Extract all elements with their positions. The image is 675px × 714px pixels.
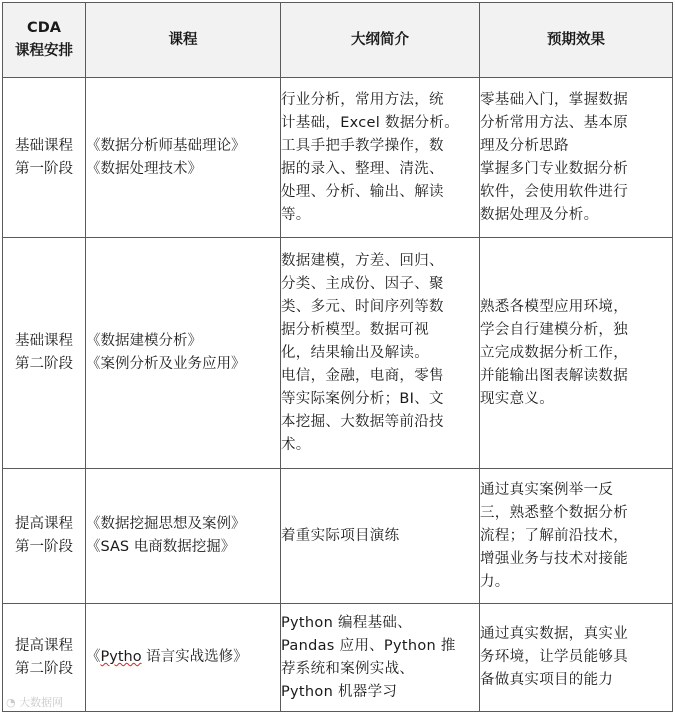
course-name: 《数据挖掘思想及案例》	[86, 516, 246, 532]
table-row	[3, 78, 673, 238]
effect-line: 理及分析思路	[480, 137, 569, 154]
outline-line: 数据建模，方差、回归、	[281, 252, 444, 269]
effect-line: 并能输出图表解读数据	[480, 367, 628, 384]
course-cell	[86, 238, 281, 469]
table-row	[3, 604, 673, 712]
stage-line: 第二阶段	[15, 660, 73, 677]
effect-cell	[480, 604, 673, 712]
course-prefix: 《	[86, 649, 101, 665]
outline-line: 着重实际项目演练	[281, 527, 400, 544]
header-row	[3, 3, 673, 78]
stage-line: 第二阶段	[15, 356, 73, 372]
outline-line: 工具手把手教学操作，数	[281, 137, 444, 154]
stage-line: 第一阶段	[15, 160, 73, 177]
course-name: 《SAS 电商数据挖掘》	[86, 539, 236, 555]
outline-cell	[281, 469, 480, 604]
effect-line: 力。	[480, 573, 510, 590]
outline-line: 本挖掘、大数据等前沿技	[281, 413, 444, 430]
outline-cell	[281, 238, 480, 469]
outline-line: 术。	[281, 436, 311, 453]
stage-line: 提高课程	[15, 516, 73, 532]
course-spellcheck-word: Pytho	[100, 649, 142, 665]
outline-line: 化，结果输出及解读。	[281, 344, 429, 361]
effect-cell	[480, 238, 673, 469]
table-row	[3, 469, 673, 604]
course-cell	[86, 469, 281, 604]
effect-line: 流程；了解前沿技术，	[480, 527, 628, 544]
header-effect: 预期效果	[480, 3, 673, 78]
effect-line: 现实意义。	[480, 390, 554, 407]
effect-line: 数据处理及分析。	[480, 206, 599, 223]
outline-line: Pandas 应用、Python 推	[281, 637, 456, 654]
effect-line: 软件，会使用软件进行	[480, 183, 628, 200]
course-name: 《数据建模分析》	[86, 333, 202, 349]
effect-line: 学会自行建模分析，独	[480, 321, 628, 338]
header-stage-line2: 课程安排	[15, 43, 73, 59]
outline-line: 类、多元、时间序列等数	[281, 298, 444, 315]
effect-line: 立完成数据分析工作，	[480, 344, 628, 361]
effect-line: 三，熟悉整个数据分析	[480, 504, 628, 521]
outline-cell	[281, 78, 480, 238]
outline-line: 据分析模型。数据可视	[281, 321, 429, 338]
stage-line: 基础课程	[15, 333, 73, 349]
effect-line: 零基础入门，掌握数据	[480, 91, 628, 108]
effect-line: 通过真实数据，真实业	[480, 626, 628, 642]
outline-line: 处理、分析、输出、解读	[281, 183, 444, 200]
stage-line: 基础课程	[15, 137, 73, 154]
outline-line: 等实际案例分析；BI、文	[281, 390, 444, 407]
effect-line: 熟悉各模型应用环境，	[480, 298, 628, 315]
course-name: 《数据分析师基础理论》	[86, 137, 246, 154]
outline-line: 计基础，Excel 数据分析。	[281, 114, 460, 131]
course-name: 《案例分析及业务应用》	[86, 356, 246, 372]
stage-line: 第一阶段	[15, 539, 73, 555]
effect-cell	[480, 469, 673, 604]
outline-line: 等。	[281, 206, 311, 223]
outline-line: Python 编程基础、	[281, 614, 412, 631]
effect-line: 通过真实案例举一反	[480, 481, 614, 498]
header-stage	[3, 3, 86, 78]
stage-line: 提高课程	[15, 637, 73, 654]
outline-cell	[281, 604, 480, 712]
course-suffix: 语言实战选修》	[141, 649, 248, 665]
watermark-logo-icon: ◔	[6, 696, 16, 709]
effect-line: 务环境，让学员能够具	[480, 649, 628, 665]
outline-line: 分类、主成份、因子、聚	[281, 275, 444, 292]
outline-line: 荐系统和案例实战、	[281, 660, 415, 677]
header-stage-line1: CDA	[27, 20, 61, 36]
effect-line: 备做真实项目的能力	[480, 672, 614, 688]
course-schedule-table	[2, 2, 673, 712]
outline-line: 电信，金融，电商，零售	[281, 367, 444, 384]
course-name: 《数据处理技术》	[86, 160, 202, 177]
effect-line: 分析常用方法、基本原	[480, 114, 628, 131]
course-cell	[86, 78, 281, 238]
header-outline: 大纲简介	[281, 3, 480, 78]
stage-cell	[3, 78, 86, 238]
stage-cell	[3, 238, 86, 469]
header-course: 课程	[86, 3, 281, 78]
course-cell	[86, 604, 281, 712]
outline-line: 行业分析，常用方法，统	[281, 91, 444, 108]
outline-line: Python 机器学习	[281, 683, 398, 700]
watermark-text: 大数据网	[19, 696, 64, 709]
watermark	[6, 694, 63, 710]
stage-cell	[3, 469, 86, 604]
effect-cell	[480, 78, 673, 238]
course-name	[86, 646, 280, 669]
effect-line: 掌握多门专业数据分析	[480, 160, 628, 177]
table-row	[3, 238, 673, 469]
outline-line: 据的录入、整理、清洗、	[281, 160, 444, 177]
effect-line: 增强业务与技术对接能	[480, 550, 628, 567]
